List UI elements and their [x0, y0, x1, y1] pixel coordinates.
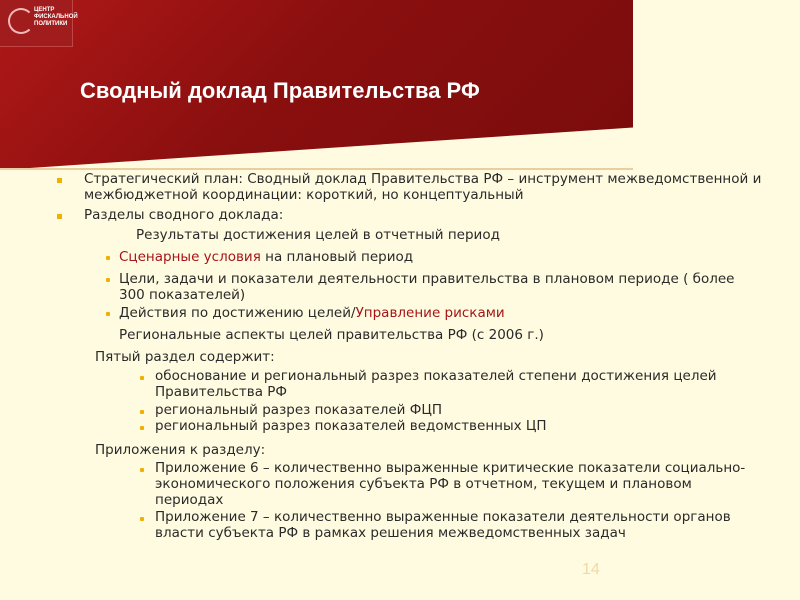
bullet-item: Разделы сводного доклада:	[84, 207, 284, 223]
sub-bullet-icon	[140, 376, 144, 380]
sub-bullet-icon	[140, 468, 144, 472]
subheading: Пятый раздел содержит:	[95, 349, 275, 365]
page-number: 14	[582, 561, 600, 578]
sub-bullet-icon	[106, 278, 110, 282]
section-item	[119, 305, 759, 321]
sub-bullet-icon	[106, 312, 110, 316]
bullet-item: Стратегический план: Сводный доклад Правительства РФ – инструмент межведомственной и межбюджетной координации: короткий, но концептуальный	[84, 171, 762, 203]
slide-title: Сводный доклад Правительства РФ	[80, 78, 480, 103]
list-item: региональный разрез показателей ФЦП	[155, 402, 442, 418]
list-item: обоснование и региональный разрез показателей степени достижения целей Правительства РФ	[155, 368, 717, 400]
sub-bullet-icon	[140, 517, 144, 521]
list-item: Приложение 7 – количественно выраженные показатели деятельности органов власти субъекта РФ в рамках решения межведомственных задач	[155, 509, 731, 541]
section-item	[119, 249, 759, 265]
logo-text: ЦЕНТР ФИСКАЛЬНОЙ ПОЛИТИКИ	[34, 7, 78, 27]
sub-bullet-icon	[140, 410, 144, 414]
section-text: Действия по достижению целей/	[119, 305, 356, 321]
section-item: Результаты достижения целей в отчетный период	[136, 227, 500, 243]
accent-text: Управление рисками	[355, 305, 505, 321]
sub-bullet-icon	[106, 256, 110, 260]
bullet-icon	[57, 214, 62, 219]
section-text: на плановый период	[260, 249, 414, 265]
bullet-icon	[57, 178, 62, 183]
list-item: региональный разрез показателей ведомственных ЦП	[155, 418, 547, 434]
sub-bullet-icon	[140, 426, 144, 430]
list-item: Приложение 6 – количественно выраженные критические показатели социально-экономического положения субъекта РФ в отчетном, текущем и плановом периодах	[155, 460, 746, 508]
accent-text: Сценарные условия	[119, 249, 261, 265]
subheading: Приложения к разделу:	[95, 442, 266, 458]
section-item: Цели, задачи и показатели деятельности правительства в плановом периоде ( более 300 показателей)	[119, 271, 735, 303]
section-item: Региональные аспекты целей правительства РФ (с 2006 г.)	[119, 327, 544, 343]
